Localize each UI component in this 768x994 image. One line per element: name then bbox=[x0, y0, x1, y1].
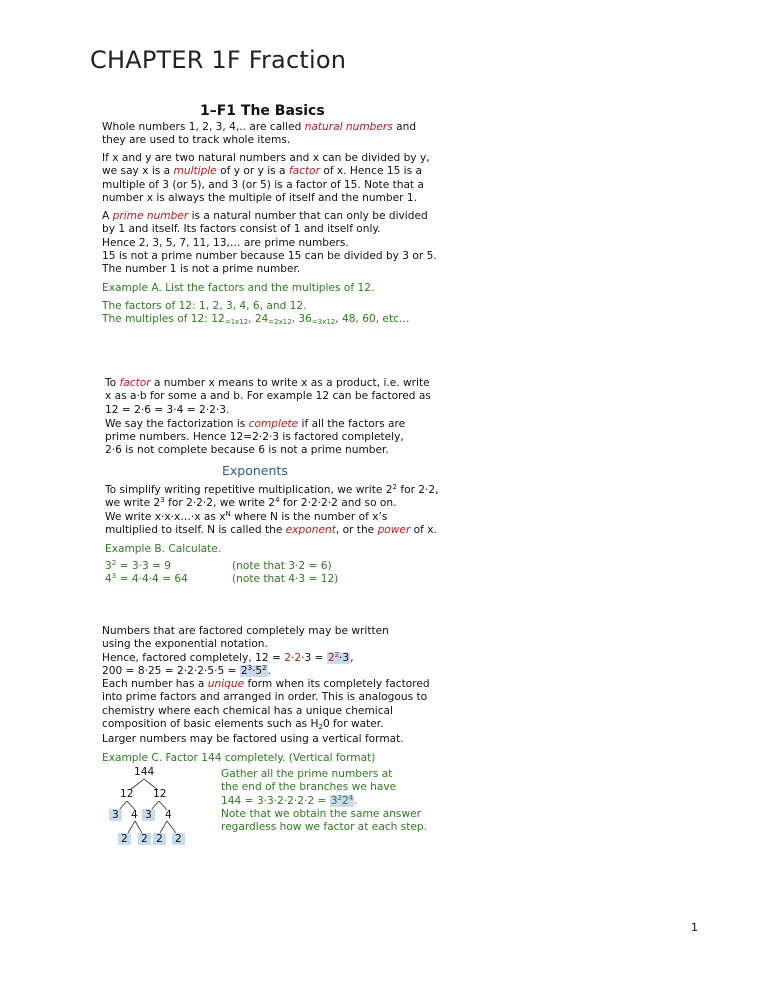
section-title: 1–F1 The Basics bbox=[200, 103, 325, 119]
term-unique: unique bbox=[207, 678, 245, 691]
term-power: power bbox=[377, 523, 411, 536]
highlight-12: $2^2\cdot 3$ bbox=[327, 650, 350, 664]
tree-node-4-right: 4 bbox=[165, 809, 172, 821]
tree-node-3-left: 3 bbox=[109, 809, 122, 821]
highlight-200: $2^3\cdot 5^2$ bbox=[240, 663, 267, 677]
example-b-line-2: $4^3 = 4\cdot 4\cdot 4 = 64$ bbox=[105, 572, 188, 585]
term-natural-numbers: natural numbers bbox=[304, 121, 393, 133]
tree-node-144: 144 bbox=[134, 766, 155, 778]
tree-node-3-right: 3 bbox=[142, 809, 155, 821]
example-a-answer: The factors of 12: 1, 2, 3, 4, 6, and 12. The multiples of 12: $12_{=1x12}$, $24_{=2x12}$, $36_{=3x12}$, 48, 60, etc… bbox=[102, 300, 410, 327]
term-factor-verb: factor bbox=[119, 377, 151, 389]
chapter-title: CHAPTER 1F Fraction bbox=[90, 46, 347, 74]
term-prime-number: prime number bbox=[112, 210, 189, 222]
para-prime-number: A prime number is a natural number that can only be divided by 1 and itself. Its factors consist of 1 and itself only. Hence 2, 3, 5, 7, 11, 13,… are prime numbers. 15 is not a prime number because 15 can be divided by 3 or 5. The number 1 is not a prime number. bbox=[102, 210, 437, 276]
page-number: 1 bbox=[691, 921, 698, 934]
example-b-note-2: (note that 4·3 = 12) bbox=[232, 573, 339, 585]
tree-node-12-left: 12 bbox=[120, 788, 134, 800]
example-a-heading: Example A. List the factors and the multiples of 12. bbox=[102, 282, 375, 294]
highlight-144: $3^22^4$ bbox=[330, 793, 354, 807]
term-complete: complete bbox=[248, 417, 299, 430]
term-exponent: exponent bbox=[285, 523, 336, 536]
tree-node-2-b: 2 bbox=[138, 833, 151, 845]
tree-node-2-d: 2 bbox=[172, 833, 185, 845]
para-natural-numbers: Whole numbers 1, 2, 3, 4,.. are called natural numbers and they are used to track whole items. bbox=[102, 121, 417, 147]
tree-node-2-a: 2 bbox=[118, 833, 131, 845]
para-factorization: To factor a number x means to write x as a product, i.e. write x as a·b for some a and b. For example 12 can be factored as 12 = 2·6 = 3·4 = 2·2·3. We say the factorization is complete if all the factors are prime numbers. Hence 12=2·2·3 is factored completely, 2·6 is not complete because 6 is not a prime number. bbox=[105, 377, 431, 457]
example-b-note-1: (note that 3·2 = 6) bbox=[232, 560, 332, 572]
para-multiple-factor: If x and y are two natural numbers and x can be divided by y, we say x is a multiple of y or y is a factor of x. Hence 15 is a multiple of 3 (or 5), and 3 (or 5) is a factor of 15. Note that a number x is always the multiple of itself and the number 1. bbox=[102, 152, 430, 204]
tree-node-2-c: 2 bbox=[153, 833, 166, 845]
tree-explanation: Gather all the prime numbers at the end of the branches we have $144 = 3\cdot 3\cdot 2\cdot 2\cdot 2\cdot 2 = 3^22^4$. Note that we obtain the same answer regardless how we factor at each step. bbox=[221, 768, 428, 834]
term-multiple: multiple bbox=[173, 165, 217, 178]
factor-tree bbox=[100, 766, 220, 854]
example-c-heading: Example C. Factor 144 completely. (Vertical format) bbox=[102, 752, 376, 764]
term-factor: factor bbox=[288, 165, 320, 178]
para-exponents: To simplify writing repetitive multiplication, we write $2^2$ for 2·2, we write $2^3$ for 2·2·2, we write $2^4$ for 2·2·2·2 and so on. We write x·x·x…·x as $x^N$ where N is the number of x’s multiplied to itself. N is called the exponent, or the power of x. bbox=[105, 483, 439, 536]
tree-node-4-left: 4 bbox=[131, 809, 138, 821]
example-b-heading: Example B. Calculate. bbox=[105, 543, 222, 555]
example-b-line-1: $3^2 = 3\cdot 3 = 9$ bbox=[105, 559, 172, 572]
exponents-heading: Exponents bbox=[222, 463, 288, 478]
tree-node-12-right: 12 bbox=[153, 788, 167, 800]
para-exponential-notation: Numbers that are factored completely may be written using the exponential notation. Hence, factored completely, $12 = 2\cdot 2\cdot 3 = 2^2\cdot 3$, $200 = 8\cdot 25 = 2\cdot 2\cdot 2\cdot 5\cdot 5 = 2^3\cdot 5^2$. Each number has a unique form when its completely factored into prime factors and arranged in order. This is analogous to chemistry where each chemical has a unique chemical composition of basic elements such as $H_20$ for water. Larger numbers may be factored using a vertical format. bbox=[102, 625, 430, 746]
